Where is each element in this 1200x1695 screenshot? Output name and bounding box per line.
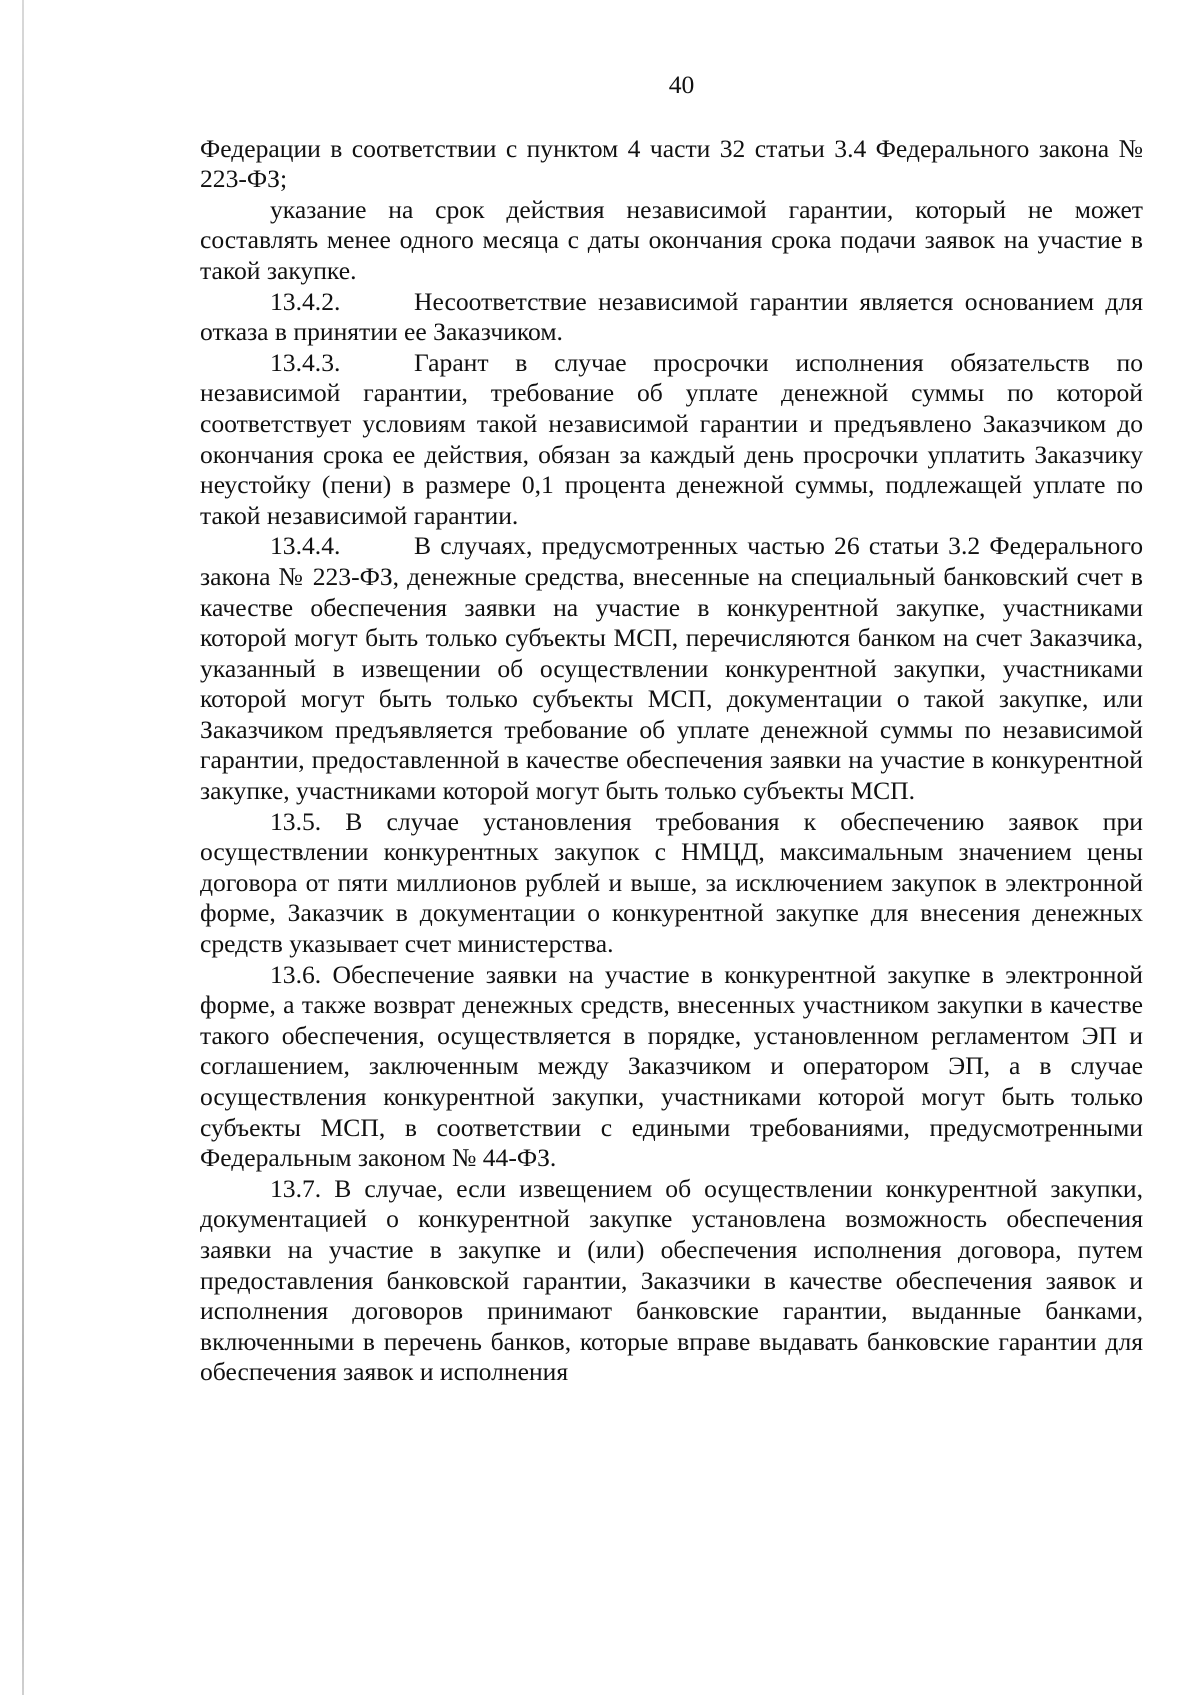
paragraph-guarantee-term: указание на срок действия независимой гарантии, который не может составлять менее одного месяца с даты окончания срока подачи заявок на участие в такой закупке. — [200, 194, 1143, 285]
clause-text: Гарант в случае просрочки исполнения обязательств по независимой гарантии, требование об уплате денежной суммы по которой соответствует условиям такой независимой гарантии и предъявлено Заказчиком до окончания срока ее действия, обязан за каждый день просрочки уплатить Заказчику неустойку (пени) в размере 0,1 процента денежной суммы, подлежащей уплате по такой независимой гарантии. — [200, 347, 1143, 530]
clause-13-6: 13.6. Обеспечение заявки на участие в конкурентной закупке в электронной форме, а также возврат денежных средств, внесенных участником закупки в качестве такого обеспечения, осуществляется в порядке, установленном регламентом ЭП и соглашением, заключенным между Заказчиком и оператором ЭП, а в случае осуществления конкурентной закупки, участниками которой могут быть только субъекты МСП, в соответствии с едиными требованиями, предусмотренными Федеральным законом № 44-ФЗ. — [200, 959, 1143, 1173]
scan-edge-line — [22, 0, 24, 1695]
clause-13-5: 13.5. В случае установления требования к обеспечению заявок при осуществлении конкурентных закупок с НМЦД, максимальным значением цены договора от пяти миллионов рублей и выше, за исключением закупок в электронной форме, Заказчик в документации о конкурентной закупке для внесения денежных средств указывает счет министерства. — [200, 806, 1143, 959]
clause-number: 13.4.2. — [270, 286, 341, 316]
clause-text: Несоответствие независимой гарантии является основанием для отказа в принятии ее Заказчиком. — [200, 286, 1143, 347]
clause-13-7: 13.7. В случае, если извещением об осуществлении конкурентной закупки, документацией о конкурентной закупке установлена возможность обеспечения заявки на участие в закупке и (или) обеспечения исполнения договора, путем предоставления банковской гарантии, Заказчики в качестве обеспечения заявок и исполнения договоров принимают банковские гарантии, выданные банками, включенными в перечень банков, которые вправе выдавать банковские гарантии для обеспечения заявок и исполнения — [200, 1173, 1143, 1387]
document-page — [200, 70, 1143, 1388]
paragraph-continuation: Федерации в соответствии с пунктом 4 части 32 статьи 3.4 Федерального закона № 223-ФЗ; — [200, 133, 1143, 194]
clause-number: 13.4.3. — [270, 347, 341, 377]
clause-text: В случаях, предусмотренных частью 26 статьи 3.2 Федерального закона № 223-ФЗ, денежные средства, внесенные на специальный банковский счет в качестве обеспечения заявки на участие в конкурентной закупке, участниками которой могут быть только субъекты МСП, перечисляются банком на счет Заказчика, указанный в извещении об осуществлении конкурентной закупки, участниками которой могут быть только субъекты МСП, документации о такой закупке, или Заказчиком предъявляется требование об уплате денежной суммы по независимой гарантии, предоставленной в качестве обеспечения заявки на участие в конкурентной закупке, участниками которой могут быть только субъекты МСП. — [200, 531, 1143, 806]
clause-13-4-4 — [200, 531, 1143, 806]
clause-13-4-2 — [200, 287, 1143, 348]
page-number: 40 — [668, 70, 695, 99]
clause-13-4-3 — [200, 348, 1143, 532]
clause-number: 13.4.4. — [270, 531, 341, 561]
